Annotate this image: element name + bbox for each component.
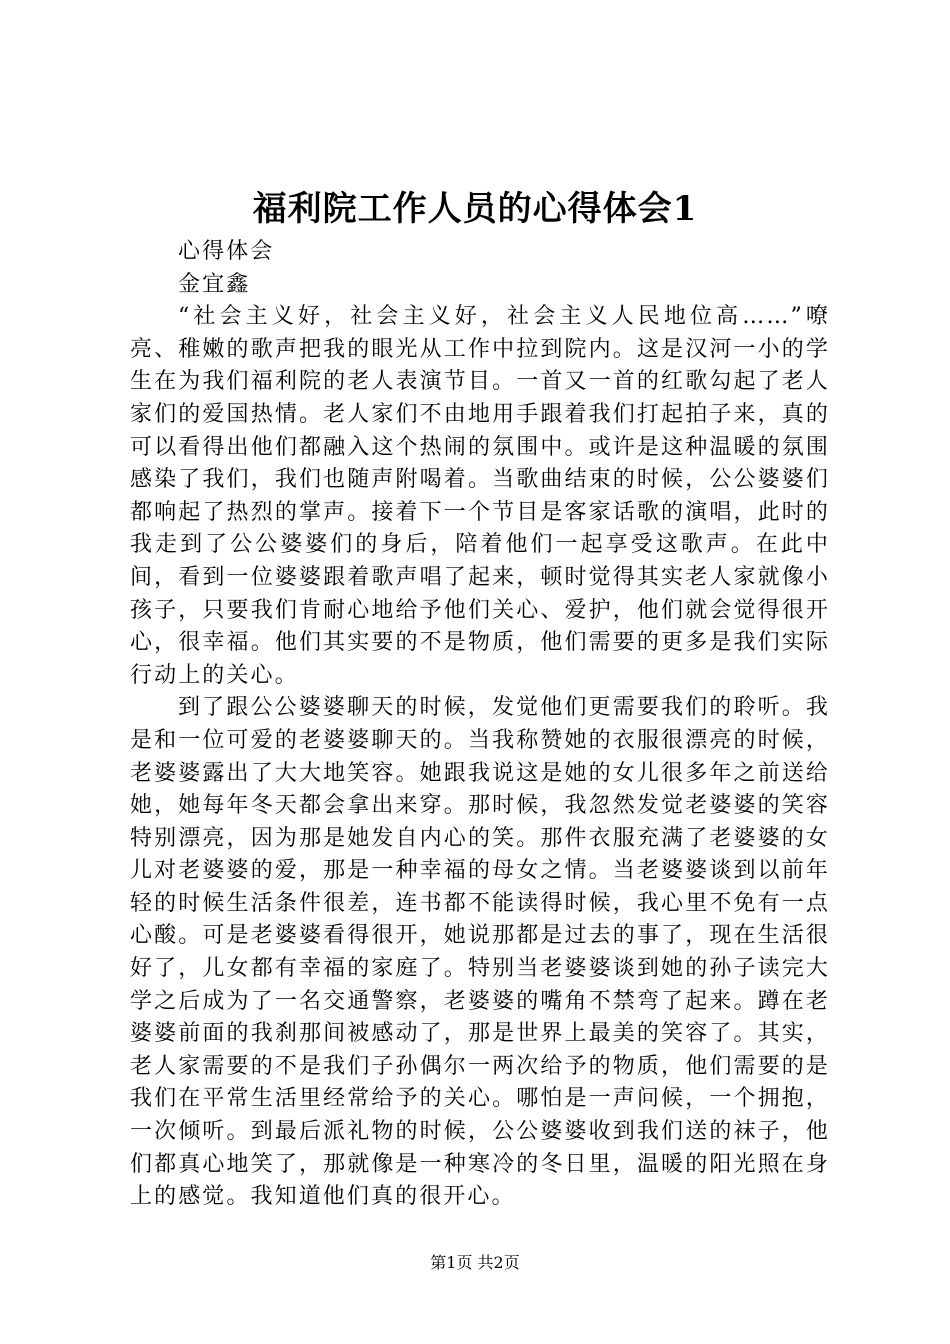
document-title: 福利院工作人员的心得体会1 bbox=[252, 189, 698, 229]
subtitle-line: 心得体会 bbox=[178, 239, 275, 264]
paragraph-1: “社会主义好，社会主义好，社会主义人民地位高……”嘹亮、稚嫩的歌声把我的眼光从工作中拉到院内。这是汉河一小的学生在为我们福利院的老人表演节目。一首又一首的红歌勾起了老人家们的爱国热情。老人家们不由地用手跟着我们打起拍子来，真的可以看得出他们都融入这个热闹的氛围中。或许是这种温暖的氛围感染了我们，我们也随声附喝着。当歌曲结束的时候，公公婆婆们都响起了热烈的掌声。接着下一个节目是客家话歌的演唱，此时的我走到了公公婆婆们的身后，陪着他们一起享受这歌声。在此中间，看到一位婆婆跟着歌声唱了起来，顿时觉得其实老人家就像小孩子，只要我们肯耐心地给予他们关心、爱护，他们就会觉得很开心，很幸福。他们其实要的不是物质，他们需要的更多是我们实际行动上的关心。 bbox=[130, 304, 830, 688]
document-body bbox=[130, 236, 830, 1214]
page-number-footer: 第1页 共2页 bbox=[430, 1253, 520, 1272]
author-line: 金宜鑫 bbox=[178, 271, 251, 297]
paragraph-2: 到了跟公公婆婆聊天的时候，发觉他们更需要我们的聆听。我是和一位可爱的老婆婆聊天的。当我称赞她的衣服很漂亮的时候，老婆婆露出了大大地笑容。她跟我说这是她的女儿很多年之前送给她，她每年冬天都会拿出来穿。那时候，我忽然发觉老婆婆的笑容特别漂亮，因为那是她发自内心的笑。那件衣服充满了老婆婆的女儿对老婆婆的爱，那是一种幸福的母女之情。当老婆婆谈到以前年轻的时候生活条件很差，连书都不能读得时候，我心里不免有一点心酸。可是老婆婆看得很开，她说那都是过去的事了，现在生活很好了，儿女都有幸福的家庭了。特别当老婆婆谈到她的孙子读完大学之后成为了一名交通警察，老婆婆的嘴角不禁弯了起来。蹲在老婆婆前面的我刹那间被感动了，那是世界上最美的笑容了。其实，老人家需要的不是我们子孙偶尔一两次给予的物质，他们需要的是我们在平常生活里经常给予的关心。哪怕是一声问候，一个拥抱，一次倾听。到最后派礼物的时候，公公婆婆收到我们送的袜子，他们都真心地笑了，那就像是一种寒冷的冬日里，温暖的阳光照在身上的感觉。我知道他们真的很开心。 bbox=[130, 695, 830, 1210]
